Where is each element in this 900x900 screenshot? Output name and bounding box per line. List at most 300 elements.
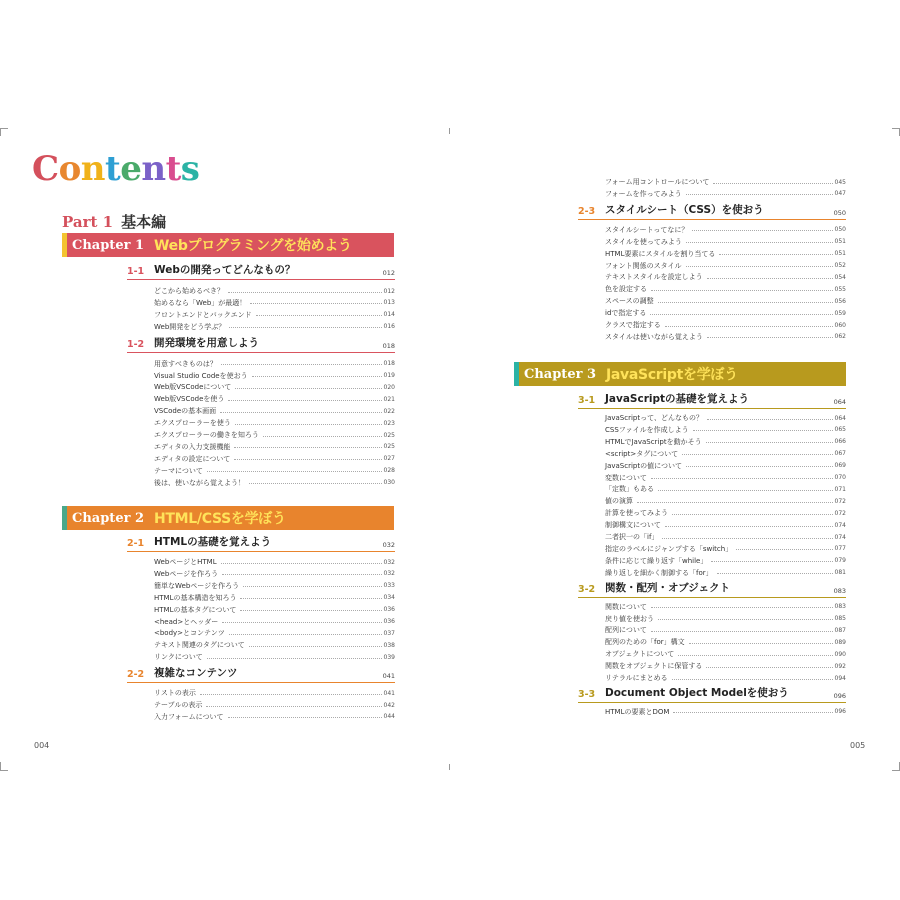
crop-mark [449, 128, 450, 134]
leader-dots [717, 573, 833, 574]
leader-dots [200, 694, 382, 695]
toc-item [154, 556, 395, 568]
toc-item-page: 036 [383, 618, 395, 625]
leader-dots [707, 278, 833, 279]
section-title: 開発環境を用意しよう [154, 336, 259, 349]
section-heading [578, 687, 846, 703]
leader-dots [686, 194, 833, 195]
title-letter: n [141, 149, 166, 189]
toc-item-page: 039 [383, 653, 395, 661]
section-page: 041 [382, 672, 395, 681]
leader-dots [686, 466, 833, 467]
section-page: 032 [382, 541, 395, 549]
toc-item [154, 604, 395, 616]
toc-item [605, 412, 846, 424]
toc-item-title: リテラルにまとめる [605, 674, 668, 682]
toc-item [154, 309, 395, 321]
toc-item-title: 関数について [605, 602, 647, 611]
title-letter: o [58, 149, 81, 189]
toc-item-title: 始めるなら「Web」が最適！ [154, 298, 247, 307]
toc-item [154, 285, 395, 297]
leader-dots [693, 430, 833, 431]
toc-item-page: 038 [383, 641, 395, 649]
chapter-label: Chapter 1 [72, 237, 145, 253]
toc-item [154, 699, 395, 711]
toc-item-page: 016 [383, 323, 395, 331]
toc-item [605, 460, 846, 472]
toc-item [154, 592, 395, 604]
toc-item-title: フォーム用コントロールについて [605, 178, 710, 186]
toc-item-title: エクスプローラーの働きを知ろう [154, 431, 259, 439]
crop-mark [0, 770, 8, 771]
toc-item [154, 453, 395, 465]
section-number: 3-3 [578, 688, 596, 700]
toc-item [154, 477, 395, 489]
toc-item-title: オブジェクトについて [605, 650, 675, 659]
toc-item [605, 319, 846, 331]
toc-item [154, 627, 395, 639]
crop-mark [892, 128, 900, 129]
part-title: 基本編 [121, 213, 167, 231]
section-title: Webの開発ってどんなもの？ [154, 264, 296, 276]
toc-item-page: 013 [383, 299, 395, 307]
toc-item-title: 配列のための「for」構文 [605, 638, 685, 647]
toc-item-page: 083 [834, 603, 846, 611]
toc-item-page: 051 [834, 238, 846, 246]
title-letter: e [120, 149, 142, 189]
toc-item-title: WebページとHTML [154, 558, 217, 566]
toc-item [605, 519, 846, 531]
toc-item-page: 064 [834, 414, 846, 422]
toc-item-page: 072 [834, 509, 846, 517]
leader-dots [651, 290, 833, 291]
leader-dots [234, 459, 381, 460]
section-number: 2-2 [127, 669, 145, 681]
toc-item-title: 後は、使いながら覚えよう！ [154, 478, 245, 487]
toc-item-title: 指定のラベルにジャンプする「switch」 [605, 544, 733, 553]
leader-dots [221, 364, 382, 365]
toc-item-title: エディタの入力支援機能 [154, 442, 231, 451]
chapter-banner [62, 506, 394, 530]
toc-item [154, 417, 395, 429]
section-page: 083 [833, 586, 846, 595]
leader-dots [222, 622, 381, 623]
toc-item-title: VSCodeの基本画面 [154, 407, 217, 416]
toc-item [605, 188, 846, 200]
toc-item-title: 入力フォームについて [154, 712, 224, 721]
title-letter: n [80, 149, 105, 189]
toc-item-page: 012 [383, 287, 395, 295]
toc-item-page: 089 [834, 638, 846, 646]
toc-item-page: 060 [834, 321, 846, 329]
toc-item-page: 096 [834, 708, 846, 716]
section-title: 関数・配列・オブジェクト [605, 581, 731, 594]
leader-dots [707, 419, 833, 420]
toc-item-page: 037 [383, 629, 395, 637]
toc-item [605, 295, 846, 307]
toc-item [605, 448, 846, 460]
leader-dots [706, 442, 833, 443]
leader-dots [651, 478, 833, 479]
leader-dots [235, 388, 381, 389]
toc-item-page: 033 [383, 582, 395, 590]
page-title [32, 149, 200, 189]
toc-item-title: 変数について [605, 473, 647, 482]
section-number: 1-2 [127, 338, 145, 350]
toc-item-title: 制御構文について [605, 521, 661, 530]
toc-item-page: 032 [383, 558, 395, 566]
toc-item [605, 648, 846, 660]
toc-item-page: 045 [834, 178, 846, 186]
leader-dots [682, 454, 832, 455]
leader-dots [240, 598, 381, 599]
section-heading [578, 582, 846, 598]
toc-item-page: 067 [834, 450, 846, 458]
leader-dots [222, 574, 381, 575]
leader-dots [711, 561, 832, 562]
chapter-label: Chapter 2 [72, 510, 145, 526]
section-title: スタイルシート（CSS）を使おう [605, 203, 764, 216]
toc-item-page: 042 [383, 701, 395, 709]
crop-mark [0, 128, 1, 136]
toc-item-page: 055 [834, 285, 846, 293]
toc-item-title: スペースの調整 [605, 297, 654, 306]
toc-item [154, 616, 395, 628]
toc-item [605, 436, 846, 448]
chapter-label: Chapter 3 [524, 366, 597, 382]
leader-dots [240, 610, 381, 611]
section-title: Document Object Modelを使おう [605, 686, 789, 699]
toc-item-title: テキストスタイルを設定しよう [605, 273, 703, 282]
toc-item-title: <head>とヘッダー [154, 617, 219, 626]
toc-item [154, 297, 395, 309]
toc-item-page: 034 [383, 594, 395, 602]
toc-item-page: 066 [834, 438, 846, 446]
toc-item-page: 094 [834, 674, 846, 682]
toc-item-page: 065 [834, 426, 846, 434]
toc-item-title: フォント関係のスタイル [605, 261, 682, 270]
toc-item-page: 069 [834, 462, 846, 470]
toc-item [605, 472, 846, 484]
toc-item-title: idで指定する [605, 309, 647, 318]
toc-item-page: 047 [834, 190, 846, 198]
toc-item-title: <script>タグについて [605, 449, 679, 458]
toc-item [154, 405, 395, 417]
toc-item-page: 036 [383, 606, 395, 614]
toc-item-title: フォームを作ってみよう [605, 189, 682, 198]
toc-item [154, 568, 395, 580]
toc-item-page: 085 [834, 615, 846, 622]
toc-item-title: Visual Studio Codeを使おう [154, 371, 248, 380]
toc-item [605, 531, 846, 543]
title-letter: t [165, 149, 181, 189]
leader-dots [256, 315, 382, 316]
toc-item-title: エクスプローラーを使う [154, 419, 231, 428]
section-page: 064 [833, 398, 846, 406]
toc-item-page: 028 [383, 467, 395, 475]
leader-dots [662, 538, 832, 539]
toc-item [154, 687, 395, 699]
section-number: 2-1 [127, 538, 145, 549]
toc-item-title: HTML要素にスタイルを割り当てる [605, 249, 716, 258]
chapter-title: HTML/CSSを学ぼう [154, 511, 286, 527]
toc-item [154, 639, 395, 651]
toc-item-page: 021 [383, 395, 395, 403]
toc-item-page: 059 [834, 309, 846, 317]
leader-dots [228, 717, 382, 718]
toc-item-page: 018 [383, 360, 395, 368]
crop-mark [0, 128, 8, 129]
section-number: 3-2 [578, 583, 596, 595]
leader-dots [673, 712, 832, 713]
section-heading [578, 393, 846, 409]
toc-item [605, 672, 846, 684]
chapter-title: Webプログラミングを始めよう [154, 238, 352, 254]
toc-item-title: 二者択一の「if」 [605, 533, 659, 541]
toc-item-title: エディタの設定について [154, 454, 231, 463]
chapter-banner [514, 362, 846, 386]
leader-dots [706, 667, 832, 668]
leader-dots [672, 514, 833, 515]
toc-item [154, 441, 395, 453]
leader-dots [252, 376, 382, 377]
toc-item-page: 079 [834, 557, 846, 565]
toc-item-page: 041 [383, 689, 395, 697]
toc-item [605, 283, 846, 295]
toc-item-title: 値の演算 [605, 497, 633, 506]
toc-item-title: Web版VSCodeについて [154, 383, 232, 392]
toc-item [605, 555, 846, 567]
toc-item [605, 495, 846, 507]
leader-dots [658, 490, 833, 491]
section-heading [578, 204, 846, 220]
toc-item [605, 483, 846, 495]
toc-item-page: 081 [834, 569, 846, 577]
toc-item-title: <body>とコンテンツ [154, 629, 225, 638]
leader-dots [206, 706, 381, 707]
toc-item [605, 424, 846, 436]
leader-dots [658, 302, 833, 303]
toc-item-title: JavaScriptって、どんなもの？ [605, 414, 703, 422]
toc-item [605, 507, 846, 519]
leader-dots [672, 679, 833, 680]
toc-item-title: 条件に応じて繰り返す「while」 [605, 556, 708, 565]
toc-item-page: 074 [834, 533, 846, 541]
toc-item-title: テキスト関連のタグについて [154, 641, 245, 650]
toc-item-title: フロントエンドとバックエンド [154, 310, 252, 319]
toc-item [605, 248, 846, 260]
toc-item-title: リストの表示 [154, 689, 196, 698]
toc-item [605, 624, 846, 636]
leader-dots [637, 502, 833, 503]
part-heading [62, 211, 166, 232]
section-page: 096 [833, 691, 846, 700]
page-number-left: 004 [34, 741, 50, 750]
toc-item-title: クラスで指定する [605, 321, 661, 329]
toc-item-page: 062 [834, 333, 846, 341]
toc-item-page: 022 [383, 407, 395, 415]
toc-item-page: 044 [383, 713, 395, 721]
toc-item [154, 381, 395, 393]
toc-item [605, 236, 846, 248]
leader-dots [678, 655, 832, 656]
toc-item [605, 660, 846, 672]
section-title: JavaScriptの基礎を覚えよう [605, 393, 750, 405]
leader-dots [651, 607, 833, 608]
leader-dots [665, 326, 833, 327]
toc-item-page: 051 [834, 250, 846, 258]
toc-item-page: 052 [834, 262, 846, 269]
toc-item-page: 050 [834, 226, 846, 234]
toc-item-page: 071 [834, 485, 846, 493]
toc-item [154, 358, 395, 370]
leader-dots [689, 643, 833, 644]
toc-item-title: Webページを作ろう [154, 569, 219, 578]
leader-dots [736, 549, 832, 550]
toc-item-page: 070 [834, 474, 846, 481]
toc-item-title: 配列について [605, 626, 647, 635]
toc-item-page: 056 [834, 297, 846, 305]
toc-item [154, 370, 395, 382]
toc-item-title: どこから始めるべき？ [154, 287, 224, 295]
toc-item [605, 224, 846, 236]
section-heading [127, 264, 395, 280]
toc-item-page: 032 [383, 570, 395, 578]
toc-item-page: 090 [834, 650, 846, 658]
leader-dots [229, 327, 381, 328]
leader-dots [249, 646, 382, 647]
section-heading [127, 536, 395, 552]
toc-item-page: 025 [383, 443, 395, 451]
toc-item-title: Web版VSCodeを使う [154, 395, 225, 404]
leader-dots [713, 183, 832, 184]
leader-dots [207, 658, 382, 659]
toc-item [605, 331, 846, 343]
section-heading [127, 667, 395, 683]
leader-dots [707, 337, 833, 338]
leader-dots [249, 483, 382, 484]
toc-item-page: 025 [383, 431, 395, 439]
toc-item [605, 601, 846, 613]
chapter-title: JavaScriptを学ぼう [606, 367, 738, 383]
toc-item [154, 393, 395, 405]
section-title: HTMLの基礎を覚えよう [154, 536, 272, 548]
toc-item-page: 014 [383, 311, 395, 319]
toc-item-page: 020 [383, 383, 395, 391]
toc-item [605, 567, 846, 579]
toc-item-page: 092 [834, 662, 846, 670]
leader-dots [243, 586, 381, 587]
leader-dots [250, 303, 381, 304]
toc-item [154, 465, 395, 477]
toc-item [605, 307, 846, 319]
toc-item-title: HTMLの要素とDOM [605, 707, 670, 716]
title-letter: t [104, 149, 121, 189]
leader-dots [221, 563, 382, 564]
toc-item-title: JavaScriptの値について [605, 461, 682, 470]
toc-item-title: HTMLの基本タグについて [154, 605, 237, 614]
toc-item-title: テーブルの表示 [154, 701, 203, 709]
toc-item [154, 321, 395, 333]
crop-mark [0, 762, 1, 770]
toc-item-title: スタイルを使ってみよう [605, 237, 682, 246]
leader-dots [234, 447, 381, 448]
toc-item [154, 429, 395, 441]
crop-mark [449, 764, 450, 770]
toc-item-title: HTMLの基本構造を知ろう [154, 593, 237, 602]
toc-item [154, 580, 395, 592]
toc-item-title: スタイルシートってなに？ [605, 225, 689, 234]
toc-item-title: CSSファイルを作成しよう [605, 425, 689, 434]
leader-dots [665, 526, 833, 527]
toc-item [605, 706, 846, 718]
section-page: 050 [833, 208, 846, 217]
toc-item [154, 651, 395, 663]
toc-item-page: 054 [834, 273, 846, 281]
toc-item [154, 711, 395, 723]
leader-dots [658, 619, 833, 620]
toc-item-title: 簡単なWebページを作ろう [154, 581, 240, 590]
title-letter: C [32, 149, 59, 189]
toc-item [605, 176, 846, 188]
toc-item-title: 繰り返しを細かく制御する「for」 [605, 568, 713, 577]
toc-item-page: 019 [383, 372, 395, 379]
toc-item-title: 用意すべきものは？ [154, 359, 217, 368]
leader-dots [719, 254, 832, 255]
leader-dots [686, 266, 833, 267]
section-page: 018 [382, 341, 395, 350]
title-letter: s [180, 149, 200, 189]
toc-item-page: 074 [834, 521, 846, 529]
toc-item-title: スタイルは使いながら覚えよう [605, 332, 703, 341]
toc-item [605, 543, 846, 555]
toc-item-title: 計算を使ってみよう [605, 509, 668, 518]
section-number: 1-1 [127, 266, 145, 277]
toc-item [605, 271, 846, 283]
toc-item-page: 072 [834, 497, 846, 505]
leader-dots [228, 292, 382, 293]
toc-item-page: 027 [383, 455, 395, 463]
leader-dots [229, 634, 382, 635]
toc-item-page: 077 [834, 545, 846, 553]
leader-dots [692, 230, 832, 231]
toc-item-title: 戻り値を使おう [605, 614, 654, 623]
toc-item-page: 087 [834, 626, 846, 634]
toc-item-page: 023 [383, 419, 395, 427]
toc-item-title: 「定数」もある [605, 485, 654, 494]
leader-dots [207, 471, 382, 472]
toc-item-title: Web開発をどう学ぶ？ [154, 322, 226, 331]
chapter-banner [62, 233, 394, 257]
section-number: 3-1 [578, 395, 596, 406]
toc-item-title: リンクについて [154, 653, 203, 662]
toc-item [605, 613, 846, 625]
part-label: Part 1 [62, 213, 114, 231]
page-number-right: 005 [850, 741, 866, 750]
leader-dots [228, 400, 381, 401]
leader-dots [651, 631, 833, 632]
section-number: 2-3 [578, 205, 596, 217]
leader-dots [220, 412, 381, 413]
toc-item-title: テーマについて [154, 466, 203, 475]
crop-mark [892, 770, 900, 771]
toc-item-title: 色を設定する [605, 285, 647, 294]
leader-dots [686, 242, 833, 243]
toc-item-title: HTMLでJavaScriptを動かそう [605, 437, 702, 446]
toc-item-title: 関数をオブジェクトに保管する [605, 662, 703, 671]
leader-dots [650, 314, 832, 315]
leader-dots [235, 424, 382, 425]
